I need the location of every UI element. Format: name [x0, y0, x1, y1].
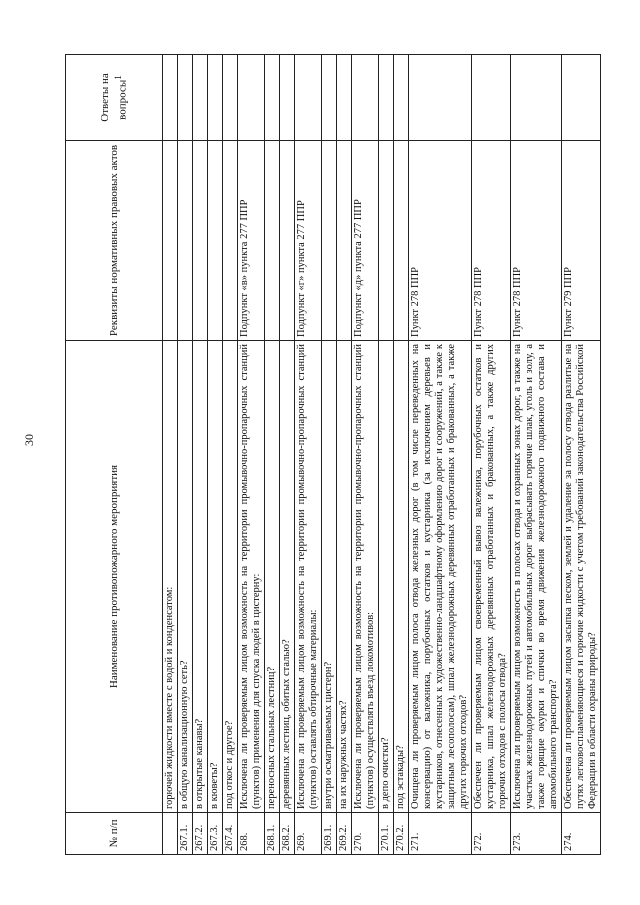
row-answer[interactable]	[295, 55, 322, 141]
row-requisites	[178, 141, 193, 341]
row-name: деревянных лестниц, обитых сталью?	[280, 341, 295, 813]
row-answer[interactable]	[280, 55, 295, 141]
row-requisites	[265, 141, 280, 341]
row-name: Обеспечена ли проверяемым лицом засыпка песком, землей и удаление за полосу отвода разлитые на путях легковоспламеняющиеся и горючие жидкости с учетом требований законодательства Российской Федерации в области охраны природы?	[562, 341, 601, 813]
row-answer[interactable]	[409, 55, 472, 141]
table-row	[562, 55, 601, 855]
row-requisites: Подпункт «г» пункта 277 ППР	[295, 141, 322, 341]
row-requisites	[163, 141, 178, 341]
row-name: внутри осматриваемых цистерн?	[322, 341, 337, 813]
row-requisites: Пункт 278 ППР	[409, 141, 472, 341]
row-name: в общую канализационную сеть?	[178, 341, 193, 813]
row-answer[interactable]	[163, 55, 178, 141]
row-number: 269.	[295, 813, 322, 855]
row-number: 269.2.	[337, 813, 352, 855]
row-name: переносных стальных лестниц?	[265, 341, 280, 813]
table-row	[265, 55, 280, 855]
table-header-row	[66, 55, 163, 855]
row-requisites: Пункт 278 ППР	[472, 141, 511, 341]
table-row	[394, 55, 409, 855]
row-requisites	[337, 141, 352, 341]
row-requisites	[280, 141, 295, 341]
row-number: 273.	[511, 813, 562, 855]
row-requisites	[208, 141, 223, 341]
row-number: 270.	[352, 813, 379, 855]
row-number: 268.	[238, 813, 265, 855]
row-requisites: Пункт 278 ППР	[511, 141, 562, 341]
table-row	[472, 55, 511, 855]
row-requisites	[193, 141, 208, 341]
row-answer[interactable]	[511, 55, 562, 141]
header-answers	[66, 55, 163, 141]
table-row	[352, 55, 379, 855]
row-answer[interactable]	[352, 55, 379, 141]
row-number: 268.2.	[280, 813, 295, 855]
row-answer[interactable]	[322, 55, 337, 141]
row-answer[interactable]	[337, 55, 352, 141]
row-name: Исключена ли проверяемым лицом возможность на территории промывочно-пропарочных станций (пунктов) осуществлять въезд локомотивов:	[352, 341, 379, 813]
row-number: 271.	[409, 813, 472, 855]
header-name: Наименование противопожарного мероприятия	[66, 341, 163, 813]
row-answer[interactable]	[178, 55, 193, 141]
row-number: 270.2.	[394, 813, 409, 855]
row-requisites	[379, 141, 394, 341]
row-number: 272.	[472, 813, 511, 855]
row-name: на их наружных частях?	[337, 341, 352, 813]
table-body	[163, 55, 601, 855]
header-num: № п/п	[66, 813, 163, 855]
row-answer[interactable]	[223, 55, 238, 141]
table-row	[238, 55, 265, 855]
row-requisites	[223, 141, 238, 341]
row-number	[163, 813, 178, 855]
table-row	[223, 55, 238, 855]
row-number: 270.1.	[379, 813, 394, 855]
row-answer[interactable]	[265, 55, 280, 141]
row-name: в открытые канавы?	[193, 341, 208, 813]
table-row	[322, 55, 337, 855]
row-number: 268.1.	[265, 813, 280, 855]
header-requisites: Реквизиты нормативных правовых актов	[66, 141, 163, 341]
row-answer[interactable]	[238, 55, 265, 141]
row-number: 267.1.	[178, 813, 193, 855]
row-name: под откос и другое?	[223, 341, 238, 813]
row-name: под эстакады?	[394, 341, 409, 813]
row-requisites	[322, 141, 337, 341]
row-requisites: Подпункт «д» пункта 277 ППР	[352, 141, 379, 341]
table-row	[379, 55, 394, 855]
table-row	[163, 55, 178, 855]
table-row	[193, 55, 208, 855]
row-answer[interactable]	[562, 55, 601, 141]
row-number: 269.1.	[322, 813, 337, 855]
row-answer[interactable]	[394, 55, 409, 141]
page-number: 30	[22, 434, 36, 446]
header-answers-label: Ответы на вопросы	[98, 73, 129, 122]
table-row	[280, 55, 295, 855]
row-name: Обеспечен ли проверяемым лицом своевременный вывоз валежника, порубочных остатков и кустарника, шпал железнодорожных деревянных отработанных и бракованных, а также других горючих отходов с полосы отвода?	[472, 341, 511, 813]
rotated-page-content	[65, 55, 598, 855]
row-requisites: Пункт 279 ППР	[562, 141, 601, 341]
row-answer[interactable]	[193, 55, 208, 141]
row-number: 267.3.	[208, 813, 223, 855]
table-row	[337, 55, 352, 855]
row-name: в кюветы?	[208, 341, 223, 813]
header-answers-footnote: 1	[112, 75, 123, 80]
table-row	[409, 55, 472, 855]
row-number: 267.2.	[193, 813, 208, 855]
row-requisites	[394, 141, 409, 341]
table-row	[178, 55, 193, 855]
row-requisites: Подпункт «в» пункта 277 ППР	[238, 141, 265, 341]
row-name: Очищена ли проверяемым лицом полоса отвода железных дорог (в том числе переведенных на консервацию) от валежника, порубочных остатков и кустарника (за исключением деревьев и кустарников, отнесенных к художественно-ландшафтному оформлению дорог и сооружений, а также к защитным лесополосам), шпал железнодорожных деревянных отработанных и бракованных, а также других горючих отходов?	[409, 341, 472, 813]
table-row	[295, 55, 322, 855]
row-name: горючей жидкости вместе с водой и конденсатом:	[163, 341, 178, 813]
row-name: Исключена ли проверяемым лицом возможность в полосах отвода и охранных зонах дорог, а также на участках железнодорожных путей и автомобильных дорог выбрасывать горячие шлак, уголь и золу, а также горящие окурки и спички во время движения железнодорожного подвижного состава и автомобильного транспорта?	[511, 341, 562, 813]
row-number: 274.	[562, 813, 601, 855]
row-answer[interactable]	[208, 55, 223, 141]
row-number: 267.4.	[223, 813, 238, 855]
table-row	[511, 55, 562, 855]
checklist-table	[65, 54, 601, 855]
table-row	[208, 55, 223, 855]
row-answer[interactable]	[472, 55, 511, 141]
row-name: в депо очистки?	[379, 341, 394, 813]
row-name: Исключена ли проверяемым лицом возможность на территории промывочно-пропарочных станций (пунктов) оставлять обтирочные материалы:	[295, 341, 322, 813]
row-name: Исключена ли проверяемым лицом возможность на территории промывочно-пропарочных станций (пунктов) применения для спуска людей в цистерну:	[238, 341, 265, 813]
row-answer[interactable]	[379, 55, 394, 141]
